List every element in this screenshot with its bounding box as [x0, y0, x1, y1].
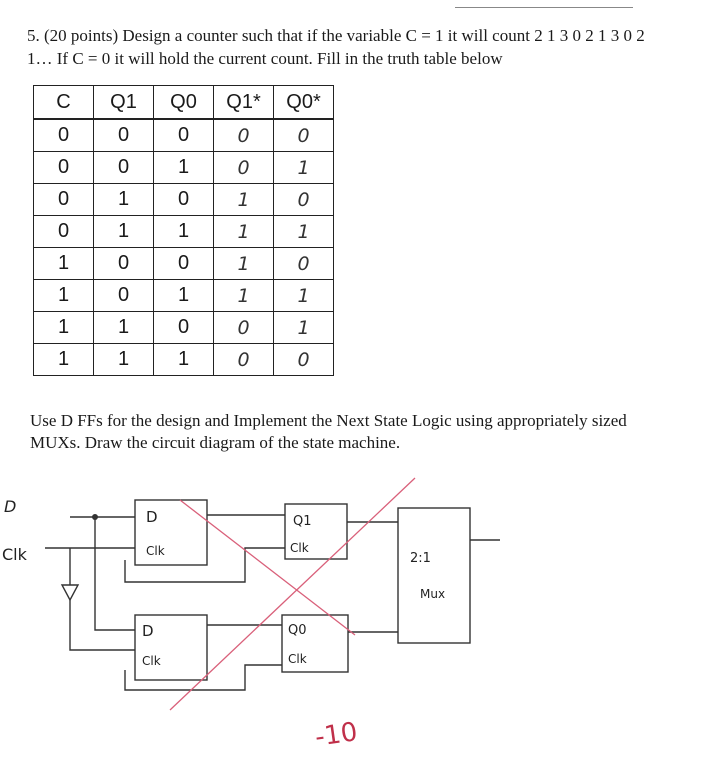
top-rule [455, 7, 633, 8]
clk-ff2-wire [70, 600, 135, 650]
cell-q1-next: 0 [214, 312, 274, 344]
cell-q1: 1 [94, 344, 154, 376]
cell-c: 1 [34, 280, 94, 312]
cell-q1: 0 [94, 248, 154, 280]
table-row [34, 312, 334, 344]
header-q0-next: Q0* [274, 86, 334, 120]
cell-q0: 1 [154, 216, 214, 248]
cell-q0-next: 1 [274, 280, 334, 312]
cell-q0: 1 [154, 344, 214, 376]
truth-table [33, 85, 334, 376]
cell-c: 0 [34, 152, 94, 184]
table-row [34, 344, 334, 376]
q1-label: Q1 [293, 514, 312, 529]
header-q1: Q1 [94, 86, 154, 120]
cell-q1-next: 1 [214, 280, 274, 312]
cell-c: 0 [34, 184, 94, 216]
cell-q1: 1 [94, 216, 154, 248]
cell-q1-next: 1 [214, 216, 274, 248]
cell-q0: 0 [154, 119, 214, 152]
cell-q1: 1 [94, 184, 154, 216]
grading-score: -10 [313, 717, 360, 753]
table-row [34, 184, 334, 216]
cell-q0: 0 [154, 248, 214, 280]
cell-c: 1 [34, 344, 94, 376]
cell-q1-next: 0 [214, 119, 274, 152]
cell-q1-next: 1 [214, 184, 274, 216]
d-branch-wire [95, 517, 135, 630]
input-clk-label: Clk [2, 545, 27, 564]
mux-label-ratio: 2:1 [410, 551, 431, 566]
cell-q1-next: 0 [214, 152, 274, 184]
mux-box [398, 508, 470, 643]
cell-q0-next: 1 [274, 216, 334, 248]
cell-q1: 0 [94, 152, 154, 184]
cell-q0: 0 [154, 184, 214, 216]
cell-c: 1 [34, 312, 94, 344]
cell-c: 0 [34, 216, 94, 248]
cell-q0-next: 0 [274, 248, 334, 280]
cell-c: 1 [34, 248, 94, 280]
input-d-label: D [4, 497, 17, 516]
table-row [34, 216, 334, 248]
cell-q0-next: 1 [274, 152, 334, 184]
table-header-row [34, 86, 334, 120]
header-q1-next: Q1* [214, 86, 274, 120]
cell-c: 0 [34, 119, 94, 152]
table-row [34, 119, 334, 152]
circuit-diagram [0, 460, 709, 720]
q1-clk-label: Clk [290, 541, 309, 555]
header-c: C [34, 86, 94, 120]
cell-q0: 1 [154, 152, 214, 184]
junction-dot [92, 514, 98, 520]
q0-label: Q0 [288, 623, 307, 638]
ff1-clk-label: Clk [146, 544, 165, 558]
ff2-clk-label: Clk [142, 654, 161, 668]
table-row [34, 152, 334, 184]
instruction-text: Use D FFs for the design and Implement the Next State Logic using appropriately sized MUXs. Draw the circuit diagram of the state machine. [30, 411, 627, 452]
mux-label-name: Mux [420, 587, 446, 601]
table-row [34, 248, 334, 280]
cell-q0: 0 [154, 312, 214, 344]
q0-clk-label: Clk [288, 652, 307, 666]
cell-q0-next: 0 [274, 184, 334, 216]
cell-q0-next: 1 [274, 312, 334, 344]
table-row [34, 280, 334, 312]
buffer-symbol [62, 585, 78, 600]
cell-q1-next: 1 [214, 248, 274, 280]
cell-q0-next: 0 [274, 119, 334, 152]
cell-q0: 1 [154, 280, 214, 312]
cell-q1: 0 [94, 119, 154, 152]
cell-q1-next: 0 [214, 344, 274, 376]
cell-q1: 1 [94, 312, 154, 344]
cell-q0-next: 0 [274, 344, 334, 376]
question-text: 5. (20 points) Design a counter such that if the variable C = 1 it will count 2 1 3 0 2 1 3 0 2 1… If C = 0 it will hold the current count. Fill in the truth table below [27, 26, 645, 68]
header-q0: Q0 [154, 86, 214, 120]
cell-q1: 0 [94, 280, 154, 312]
ff1-d-label: D [146, 508, 158, 526]
ff2-d-label: D [142, 622, 154, 640]
